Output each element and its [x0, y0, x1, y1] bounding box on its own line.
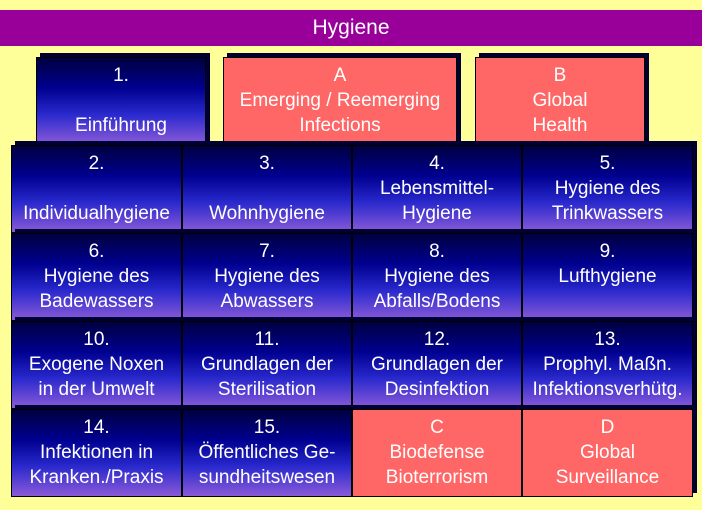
box-7-abwasser	[182, 233, 352, 321]
box-label-line-2: Wohnhygiene	[209, 203, 325, 224]
box-label-line-2: Health	[532, 115, 588, 136]
box-label-line-1: Grundlagen der	[370, 354, 504, 375]
box-label-line-2: sundheitswesen	[198, 467, 336, 488]
box-1-einfuehrung	[36, 57, 206, 145]
box-label-line-1: Grundlagen der	[200, 354, 334, 375]
box-number: 7.	[259, 241, 275, 262]
box-label-line-2: Bioterrorism	[385, 467, 489, 488]
box-label-line-1: Öffentliches Ge-	[198, 442, 336, 463]
box-number: 11.	[254, 329, 280, 350]
box-number: 6.	[88, 241, 105, 262]
box-5-trinkwasser	[522, 145, 693, 233]
box-number: 10.	[83, 329, 110, 350]
box-label-line-2: Infections	[299, 115, 381, 136]
box-number: 4.	[429, 153, 445, 174]
box-label-line-2: Einführung	[75, 115, 167, 136]
box-number: 8.	[429, 241, 445, 262]
box-label-line-1: Biodefense	[389, 442, 485, 463]
box-label-line-1: Infektionen in	[39, 442, 154, 463]
box-label-line-1: Hygiene des	[43, 266, 150, 287]
box-label-line-1: Hygiene des	[554, 178, 661, 199]
box-label-line-1: Lufthygiene	[558, 266, 657, 287]
box-11-sterilisation	[182, 321, 352, 409]
box-4-lebensmittelhygiene	[352, 145, 522, 233]
box-13-infektionsverhuetung	[522, 321, 693, 409]
box-6-badewasser	[11, 233, 182, 321]
box-label-line-2: Infektionsverhütg.	[532, 379, 683, 400]
box-number: 12.	[423, 329, 451, 350]
box-label-line-1: Emerging / Reemerging	[239, 90, 441, 111]
box-label-line-1: Global	[532, 90, 588, 111]
box-2-individualhygiene	[11, 145, 182, 233]
box-label-line-2: Hygiene	[402, 203, 472, 224]
box-number: 9.	[599, 241, 616, 262]
box-label-line-2: Abwassers	[220, 291, 314, 312]
box-label-line-2: Desinfektion	[384, 379, 490, 400]
box-number: A	[333, 65, 347, 86]
box-number: 13.	[594, 329, 621, 350]
box-10-exogene-noxen	[11, 321, 182, 409]
box-15-gesundheitswesen	[182, 409, 352, 497]
box-number: 14.	[83, 417, 110, 438]
box-label-line-2: Kranken./Praxis	[29, 467, 164, 488]
box-label-line-2: in der Umwelt	[38, 379, 155, 400]
box-label-line-2: Sterilisation	[217, 379, 317, 400]
box-number: B	[553, 65, 567, 86]
box-number: D	[600, 417, 615, 438]
box-number: 2.	[88, 153, 105, 174]
box-label-line-1: Exogene Noxen	[28, 354, 165, 375]
box-label-line-2: Individualhygiene	[23, 203, 170, 224]
box-c-biodefense	[352, 409, 522, 497]
box-number: 1.	[113, 65, 129, 86]
box-9-lufthygiene	[522, 233, 693, 321]
page-title: Hygiene	[0, 10, 702, 46]
box-label-line-1: Lebensmittel-	[379, 178, 495, 199]
box-8-abfalls-bodens	[352, 233, 522, 321]
box-label-line-2: Badewassers	[39, 291, 154, 312]
box-label-line-1: Hygiene des	[214, 266, 320, 287]
box-label-line-2: Abfalls/Bodens	[373, 291, 501, 312]
box-number: 5.	[599, 153, 616, 174]
box-label-line-1: Global	[580, 442, 635, 463]
box-number: C	[430, 417, 444, 438]
box-14-infektionen-praxis	[11, 409, 182, 497]
box-number: 15.	[253, 417, 281, 438]
box-label-line-1: Hygiene des	[384, 266, 490, 287]
box-12-desinfektion	[352, 321, 522, 409]
box-label-line-1: Prophyl. Maßn.	[543, 354, 672, 375]
box-d-global-surveillance	[522, 409, 693, 497]
box-3-wohnhygiene	[182, 145, 352, 233]
box-label-line-2: Surveillance	[555, 467, 660, 488]
box-label-line-2: Trinkwassers	[551, 203, 664, 224]
box-number: 3.	[259, 153, 275, 174]
box-b-global-health	[475, 57, 645, 145]
box-a-emerging-infections	[223, 57, 457, 145]
